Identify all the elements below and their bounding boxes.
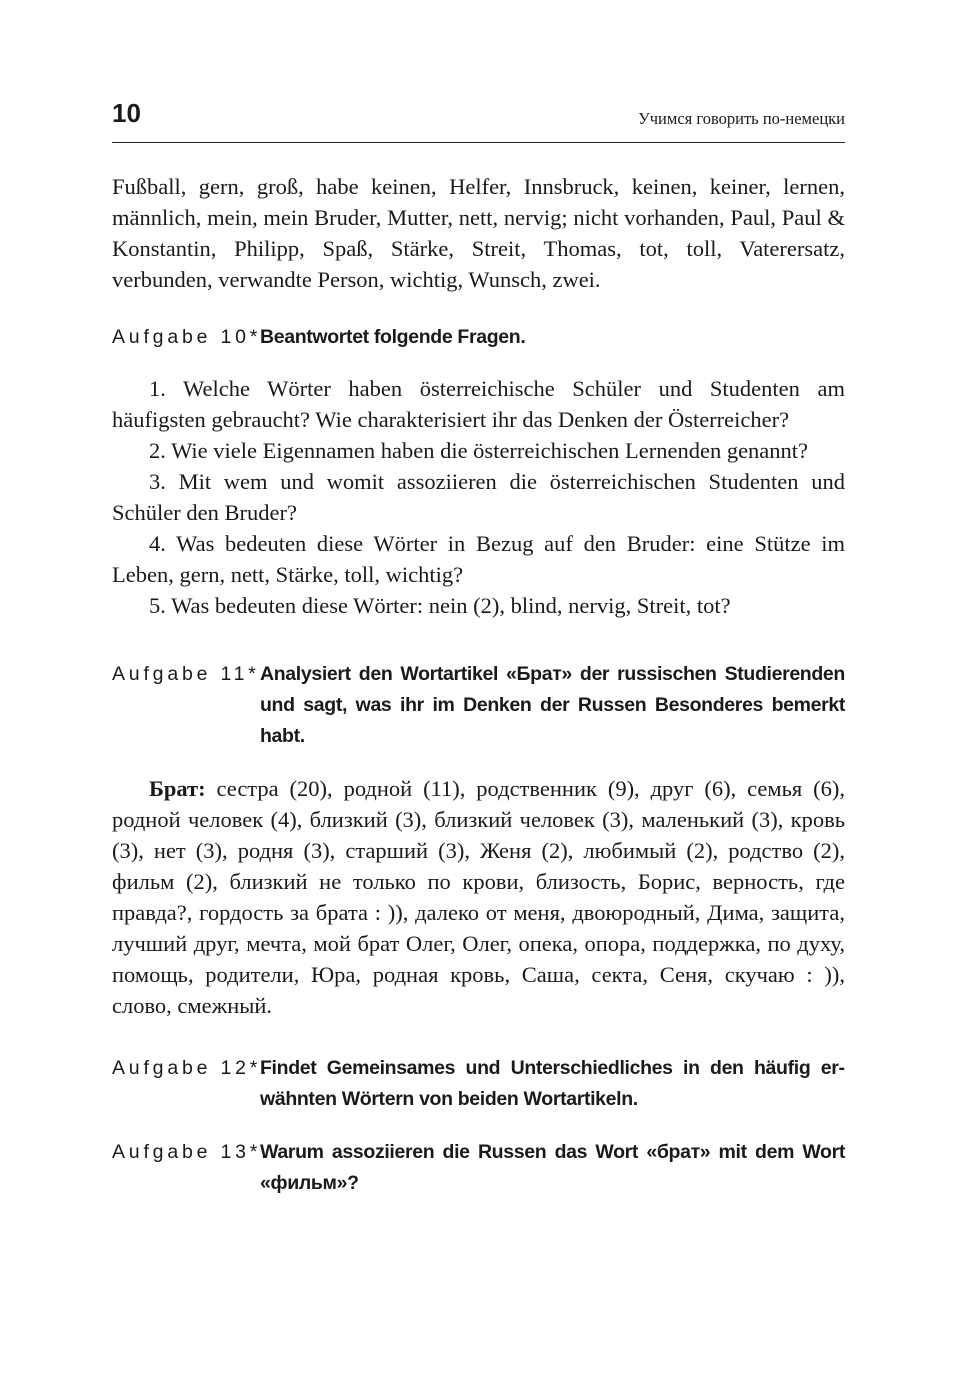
book-page: [112, 96, 845, 1199]
question-item: 3. Mit wem und womit assoziieren die österreichischen Studenten und Schüler den Bruder?: [112, 469, 845, 525]
question-item: 2. Wie viele Eigennamen haben die österreichischen Lernenden genannt?: [149, 438, 809, 463]
page-number: 10: [112, 98, 141, 128]
task-label: Aufgabe 10*.: [112, 326, 271, 348]
task-label: Aufgabe 11*.: [112, 663, 269, 685]
task-label: Aufgabe 12*.: [112, 1057, 271, 1079]
question-list: [112, 373, 845, 621]
task-instruction: Analysiert den Wortartikel «Брат» der russischen Studierenden und sagt, was ihr im Denken der Russen Besonderes bemerkt habt.: [260, 663, 845, 747]
task-13: [112, 1137, 845, 1199]
question-item: 4. Was bedeuten diese Wörter in Bezug auf den Bruder: eine Stütze im Leben, gern, nett, Stärke, toll, wichtig?: [112, 531, 845, 587]
question-item: 1. Welche Wörter haben österreichische Schüler und Studenten am häufigsten gebraucht? Wie charakterisiert ihr das Denken der Österreicher?: [112, 376, 845, 432]
task-label: Aufgabe 13*.: [112, 1141, 271, 1163]
question-item: 5. Was bedeuten diese Wörter: nein (2), blind, nervig, Streit, tot?: [149, 593, 731, 618]
task-instruction: Warum assoziieren die Russen das Wort «брат» mit dem Wort «фильм»?: [260, 1141, 845, 1194]
word-list-paragraph: Fußball, gern, groß, habe keinen, Helfer, Innsbruck, keinen, keiner, lernen, männlich, mein, mein Bruder, Mutter, nett, nervig; nicht vorhanden, Paul, Paul & Konstantin, Philipp, Spaß, Stärke, Streit, Thomas, tot, toll, Vaterersatz, verbunden, verwandte Person, wichtig, Wunsch, zwei.: [112, 174, 845, 292]
page-header: [112, 96, 845, 143]
word-article-paragraph: [112, 773, 845, 1021]
word-article-headword: Брат:: [149, 776, 206, 801]
word-article-associations: сестра (20), родной (11), родственник (9), друг (6), семья (6), родной человек (4), близкий (3), близкий человек (3), маленький (3), кровь (3), нет (3), родня (3), старший (3), Женя (2), любимый (2), родство (2), фильм (2), близкий не только по крови, близость, Борис, верность, где правда?, гордость за брата : )), далеко от меня, двоюродный, Дима, защита, лучший друг, мечта, мой брат Олег, Олег, опека, опора, поддержка, по духу, помощь, родители, Юра, родная кровь, Саша, секта, Сеня, скучаю : )), слово, смежный.: [112, 776, 845, 1018]
task-instruction: Findet Gemeinsames und Unterschiedliches in den häufig erwähnten Wörtern von beiden Wortartikeln.: [260, 1057, 845, 1110]
task-11: [112, 659, 845, 752]
task-instruction: Beantwortet folgende Fragen.: [260, 326, 526, 348]
task-10: [112, 322, 845, 353]
task-12: [112, 1053, 845, 1115]
running-title: Учимся говорить по-немецки: [638, 109, 845, 128]
